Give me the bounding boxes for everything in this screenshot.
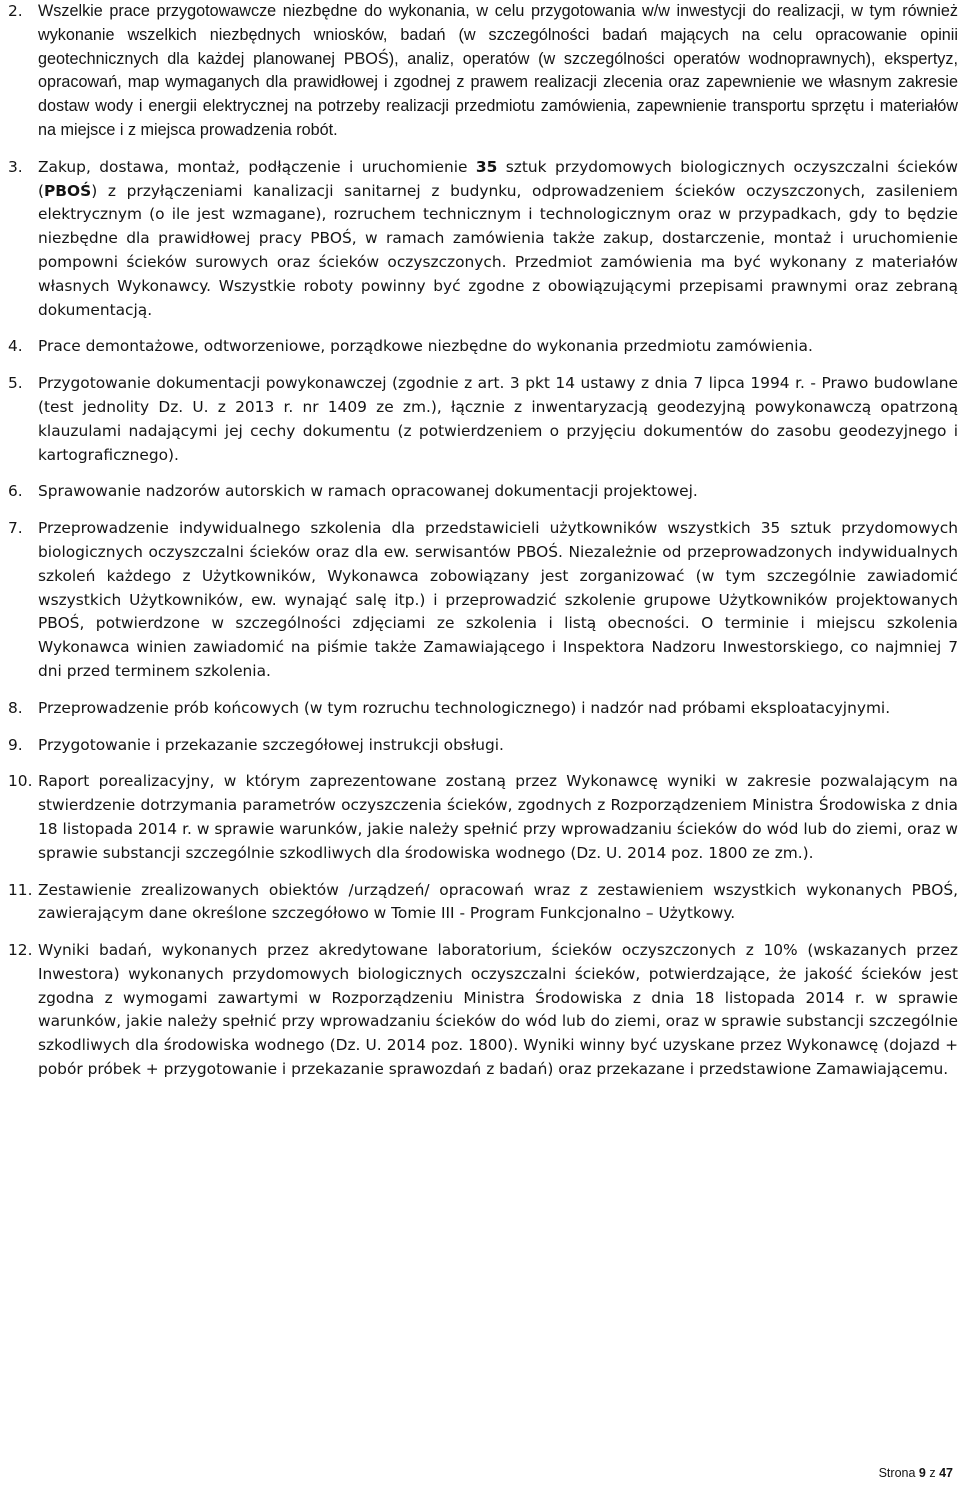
paragraph: Zestawienie zrealizowanych obiektów /urządzeń/ opracowań wraz z zestawieniem wszystkich wykonanych PBOŚ, zawierającym dane określone szczegółowo w Tomie III - Program Funkcjonalno – Użytkowy. — [38, 880, 958, 923]
paragraph: Wyniki badań, wykonanych przez akredytowane laboratorium, ścieków oczyszczonych z 10% (wskazanych przez Inwestora) wykonanych przydomowych biologicznych oczyszczalni ścieków, potwierdzające, że jakość ścieków jest zgodna z wymogami zawartymi w Rozporządzeniu Ministra Środowiska z dnia 18 listopada 2014 r. w sprawie warunków, jakie należy spełnić przy wprowadzaniu ścieków do wód lub do ziemi, oraz w sprawie substancji szczególnie szkodliwych dla środowiska wodnego (Dz. U. 2014 poz. 1800). Wyniki winny być uzyskane przez Wykonawcę (dojazd + pobór próbek + przygotowanie i przekazanie sprawozdań z badań) oraz przekazane i przedstawione Zamawiającemu. — [38, 941, 958, 1079]
paragraph: Raport porealizacyjny, w którym zaprezentowane zostaną przez Wykonawcę wyniki w zakresie pozwalającym na stwierdzenie dotrzymania parametrów oczyszczenia ścieków, zgodnych z Rozporządzeniem Ministra Środowiska z dnia 18 listopada 2014 r. w sprawie warunków, jakie należy spełnić przy wprowadzaniu ścieków do wód lub do ziemi, oraz w sprawie substancji szczególnie szkodliwych dla środowiska wodnego (Dz. U. 2014 poz. 1800 ze zm.). — [38, 772, 958, 862]
paragraph — [38, 156, 958, 323]
list-item — [8, 939, 958, 1082]
item-number: 11. — [8, 880, 33, 899]
item-number: 10. — [8, 772, 33, 791]
item-text — [38, 697, 958, 721]
page-number: 9 — [918, 1466, 926, 1480]
item-text — [38, 156, 958, 323]
list-item — [8, 1095, 958, 1108]
item-number: 4. — [8, 337, 23, 356]
page-label: Strona — [878, 1466, 916, 1480]
paragraph: Przygotowanie i przekazanie szczegółowej instrukcji obsługi. — [38, 735, 504, 754]
numbered-list — [8, 0, 958, 1121]
item-number: 8. — [8, 698, 23, 717]
bold-count: 35 — [475, 157, 498, 176]
page-footer — [879, 1466, 953, 1480]
list-item — [8, 372, 958, 467]
paragraph: Wszelkie prace przygotowawcze niezbędne do wykonania, w celu przygotowania w/w inwestycji do realizacji, w tym również wykonanie wszelkich niezbędnych wniosków, badań (w szczególności badań mających na celu opracowanie opinii geotechnicznych dla każdej planowanej PBOŚ), analiz, operatów (w szczególności operatów wodnoprawnych), ekspertyz, opracowań, map wymaganych dla prawidłowej i zgodnej z prawem realizacji zlecenia oraz zapewnienie we własnym zakresie dostaw wody i energii elektrycznej na potrzeby realizacji przedmiotu zamówienia, zapewnienie transportu sprzętu i materiałów na miejsce i z miejsca prowadzenia robót. — [38, 2, 958, 139]
paragraph: Przeprowadzenie prób końcowych (w tym rozruchu technologicznego) i nadzór nad próbami eksploatacyjnymi. — [38, 698, 891, 717]
list-item — [8, 480, 958, 504]
item-number: 7. — [8, 519, 23, 538]
list-item — [8, 734, 958, 758]
item-text — [38, 939, 958, 1082]
text-run: ) z przyłączeniami kanalizacji sanitarnej z budynku, odprowadzeniem ścieków oczyszczonych, zasileniem elektrycznym (o ile jest wzmagane), rozruchem technicznym i technologicznym oraz w przypadkach, gdy to będzie niezbędne dla prawidłowej pracy PBOŚ, w ramach zamówienia także zakup, dostarczenie, montaż i uruchomienie pompowni ścieków surowych oraz ścieków oczyszczonych. Przedmiot zamówienia ma być wykonany z materiałów własnych Wykonawcy. Wszystkie roboty powinny być zgodne z obowiązującymi przepisami prawnymi oraz zebraną dokumentacją. — [38, 181, 958, 319]
item-number — [8, 1095, 38, 1108]
paragraph: Przygotowanie dokumentacji powykonawczej (zgodnie z art. 3 pkt 14 ustawy z dnia 7 lipca 1994 r. - Prawo budowlane (test jednolity Dz. U. z 2013 r. nr 1409 ze zm.), łącznie z inwentaryzacją geodezyjną powykonawczą opatrzoną klauzulami nadającymi jej cechy dokumentu (z potwierdzeniem o przyjęciu dokumentów do zasobu geodezyjnego i kartograficznego). — [38, 374, 958, 464]
item-number: 5. — [8, 374, 23, 393]
list-item — [8, 0, 958, 143]
paragraph: Sprawowanie nadzorów autorskich w ramach opracowanej dokumentacji projektowej. — [38, 482, 698, 501]
item-text — [38, 372, 958, 467]
item-text — [38, 517, 958, 684]
text-run: sztuk przydomowych biologicznych oczyszczalni ścieków ( — [38, 157, 958, 200]
list-item — [8, 879, 958, 927]
page-separator: z — [929, 1466, 936, 1480]
item-number: 2. — [8, 2, 23, 20]
list-item — [8, 517, 958, 684]
item-number: 6. — [8, 482, 23, 501]
item-number: 12. — [8, 941, 33, 960]
bold-abbreviation: PBOŚ — [44, 181, 92, 200]
item-text — [38, 879, 958, 927]
list-item — [8, 770, 958, 865]
list-item — [8, 697, 958, 721]
list-item — [8, 335, 958, 359]
text-run: Zakup, dostawa, montaż, podłączenie i uruchomienie — [38, 157, 476, 176]
item-text — [38, 335, 958, 359]
item-text — [38, 734, 958, 758]
item-text — [38, 1095, 958, 1108]
item-text — [38, 770, 958, 865]
paragraph: Prace demontażowe, odtworzeniowe, porządkowe niezbędne do wykonania przedmiotu zamówienia. — [38, 337, 813, 356]
item-number: 3. — [8, 157, 23, 176]
item-number: 9. — [8, 735, 23, 754]
list-item — [8, 156, 958, 323]
item-text — [38, 0, 958, 143]
paragraph: Przeprowadzenie indywidualnego szkolenia dla przedstawicieli użytkowników wszystkich 35 sztuk przydomowych biologicznych oczyszczalni ścieków oraz dla ew. serwisantów PBOŚ. Niezależnie od przeprowadzonych indywidualnych szkoleń każdego z Użytkowników, Wykonawca zobowiązany jest zorganizować (w tym szczególnie zawiadomić wszystkich Użytkowników, ew. wynająć salę itp.) i przeprowadzić szkolenie grupowe Użytkowników projektowanych PBOŚ, potwierdzone w szczególności zdjęciami ze szkolenia i listą obecności. O terminie i miejscu szkolenia Wykonawca winien zawiadomić na piśmie także Zamawiającego i Inspektora Nadzoru Inwestorskiego, co najmniej 7 dni przed terminem szkolenia. — [38, 519, 958, 680]
item-text — [38, 480, 958, 504]
page-total: 47 — [939, 1466, 953, 1480]
